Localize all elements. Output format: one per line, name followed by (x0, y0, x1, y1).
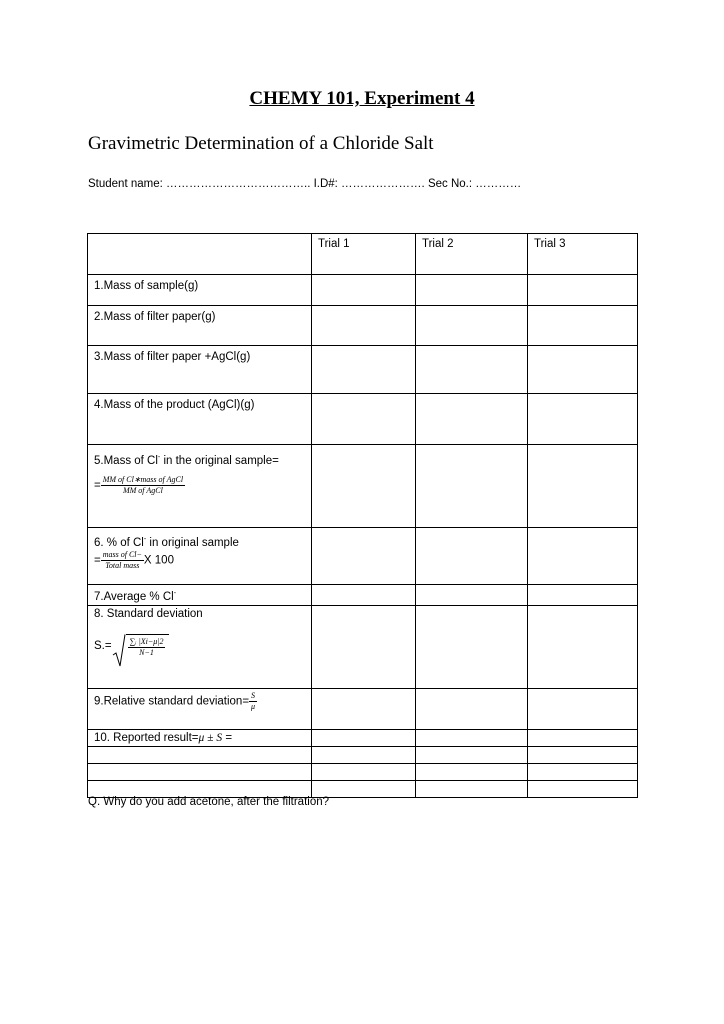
row-label-mass-cl (88, 445, 312, 528)
mass-cl-formula (101, 475, 185, 496)
mass-cl-sup: - (157, 454, 161, 461)
trial-1-cell (312, 688, 416, 729)
table-row (88, 688, 638, 729)
trial-2-cell (416, 585, 528, 606)
std-dev-s: S.= (94, 639, 112, 652)
trial-1-cell (312, 445, 416, 528)
row-label-filter-paper-agcl: 3.Mass of filter paper +AgCl(g) (88, 346, 312, 394)
formula-numerator: MM of Cl∗mass of AgCl (102, 474, 184, 484)
percent-cl-sup: - (143, 536, 147, 543)
page-subtitle: Gravimetric Determination of a Chloride Salt (88, 133, 434, 154)
row-label-std-dev (88, 605, 312, 688)
student-info-line: Student name: ……………………………….. I.D#: …………………. Sec No.: ………… (88, 178, 522, 190)
formula-denominator: μ (251, 701, 256, 711)
formula-denominator: Total mass (105, 560, 140, 570)
mass-cl-equals: = (94, 479, 101, 492)
trial-1-cell (312, 605, 416, 688)
trial-3-cell (528, 445, 638, 528)
empty-cell (88, 746, 312, 763)
trial-3-cell (528, 763, 638, 780)
trial-2-cell (416, 605, 528, 688)
mass-cl-tail: in the original sample= (160, 454, 279, 467)
rel-std-dev-label: 9.Relative standard deviation= (94, 695, 250, 708)
trial-1-cell (312, 729, 416, 746)
question-text: Q. Why do you add acetone, after the filtration? (88, 796, 330, 808)
empty-cell (88, 780, 312, 797)
trial-1-cell (312, 275, 416, 306)
trial-2-cell (416, 729, 528, 746)
percent-cl-equals: = (94, 554, 101, 567)
percent-cl-label: 6. % of Cl (94, 536, 144, 549)
trial-1-cell (312, 306, 416, 346)
row-label-average-cl (88, 585, 312, 606)
formula-numerator: ∑ᵢ |Xi−μ|2 (129, 636, 164, 646)
trial-3-cell (528, 780, 638, 797)
std-dev-formula (112, 634, 170, 658)
reported-result-equals: = (222, 731, 233, 744)
trial-2-cell (416, 306, 528, 346)
trial-1-cell (312, 780, 416, 797)
formula-denominator: N−1 (139, 647, 154, 657)
table-row (88, 275, 638, 306)
formula-numerator: S (249, 691, 257, 702)
header-cell-empty (88, 234, 312, 275)
table-row (88, 394, 638, 445)
rel-std-dev-formula (249, 691, 257, 712)
header-trial-3: Trial 3 (528, 234, 638, 275)
trial-3-cell (528, 306, 638, 346)
table-row (88, 346, 638, 394)
percent-cl-formula (101, 550, 144, 571)
percent-cl-tail: in original sample (146, 536, 239, 549)
trial-3-cell (528, 394, 638, 445)
reported-result-label: 10. Reported result= (94, 731, 199, 744)
trial-3-cell (528, 746, 638, 763)
trial-2-cell (416, 445, 528, 528)
table-header-row (88, 234, 638, 275)
row-label-filter-paper: 2.Mass of filter paper(g) (88, 306, 312, 346)
formula-denominator: MM of AgCl (122, 485, 163, 495)
trial-2-cell (416, 275, 528, 306)
results-table (87, 233, 638, 798)
trial-2-cell (416, 780, 528, 797)
table-row (88, 445, 638, 528)
table-row-empty (88, 746, 638, 763)
reported-result-formula: μ ± S (198, 731, 223, 744)
empty-cell (88, 763, 312, 780)
table-row (88, 585, 638, 606)
trial-3-cell (528, 528, 638, 585)
trial-3-cell (528, 585, 638, 606)
header-trial-2: Trial 2 (416, 234, 528, 275)
trial-3-cell (528, 605, 638, 688)
radical-sign-icon (112, 634, 126, 668)
trial-2-cell (416, 688, 528, 729)
row-label-product-agcl: 4.Mass of the product (AgCl)(g) (88, 394, 312, 445)
mass-cl-label: 5.Mass of Cl (94, 454, 158, 467)
percent-multiplier: X 100 (143, 554, 174, 567)
trial-2-cell (416, 746, 528, 763)
row-label-rel-std-dev (88, 688, 312, 729)
table-row (88, 729, 638, 746)
trial-1-cell (312, 346, 416, 394)
row-label-reported-result (88, 729, 312, 746)
table-row (88, 306, 638, 346)
table-row (88, 605, 638, 688)
trial-1-cell (312, 528, 416, 585)
trial-3-cell (528, 275, 638, 306)
std-dev-label: 8. Standard deviation (94, 607, 203, 620)
row-label-mass-sample: 1.Mass of sample(g) (88, 275, 312, 306)
trial-3-cell (528, 688, 638, 729)
formula-numerator: mass of Cl− (102, 549, 142, 559)
table-row (88, 528, 638, 585)
trial-1-cell (312, 746, 416, 763)
page-title: CHEMY 101, Experiment 4 (249, 88, 475, 109)
average-cl-label: 7.Average % Cl (94, 590, 174, 603)
header-trial-1: Trial 1 (312, 234, 416, 275)
trial-2-cell (416, 528, 528, 585)
trial-1-cell (312, 763, 416, 780)
trial-1-cell (312, 585, 416, 606)
trial-3-cell (528, 729, 638, 746)
trial-1-cell (312, 394, 416, 445)
trial-3-cell (528, 346, 638, 394)
trial-2-cell (416, 763, 528, 780)
table-row-empty (88, 780, 638, 797)
trial-2-cell (416, 346, 528, 394)
table-row-empty (88, 763, 638, 780)
trial-2-cell (416, 394, 528, 445)
average-cl-sup: - (173, 590, 177, 597)
row-label-percent-cl (88, 528, 312, 585)
